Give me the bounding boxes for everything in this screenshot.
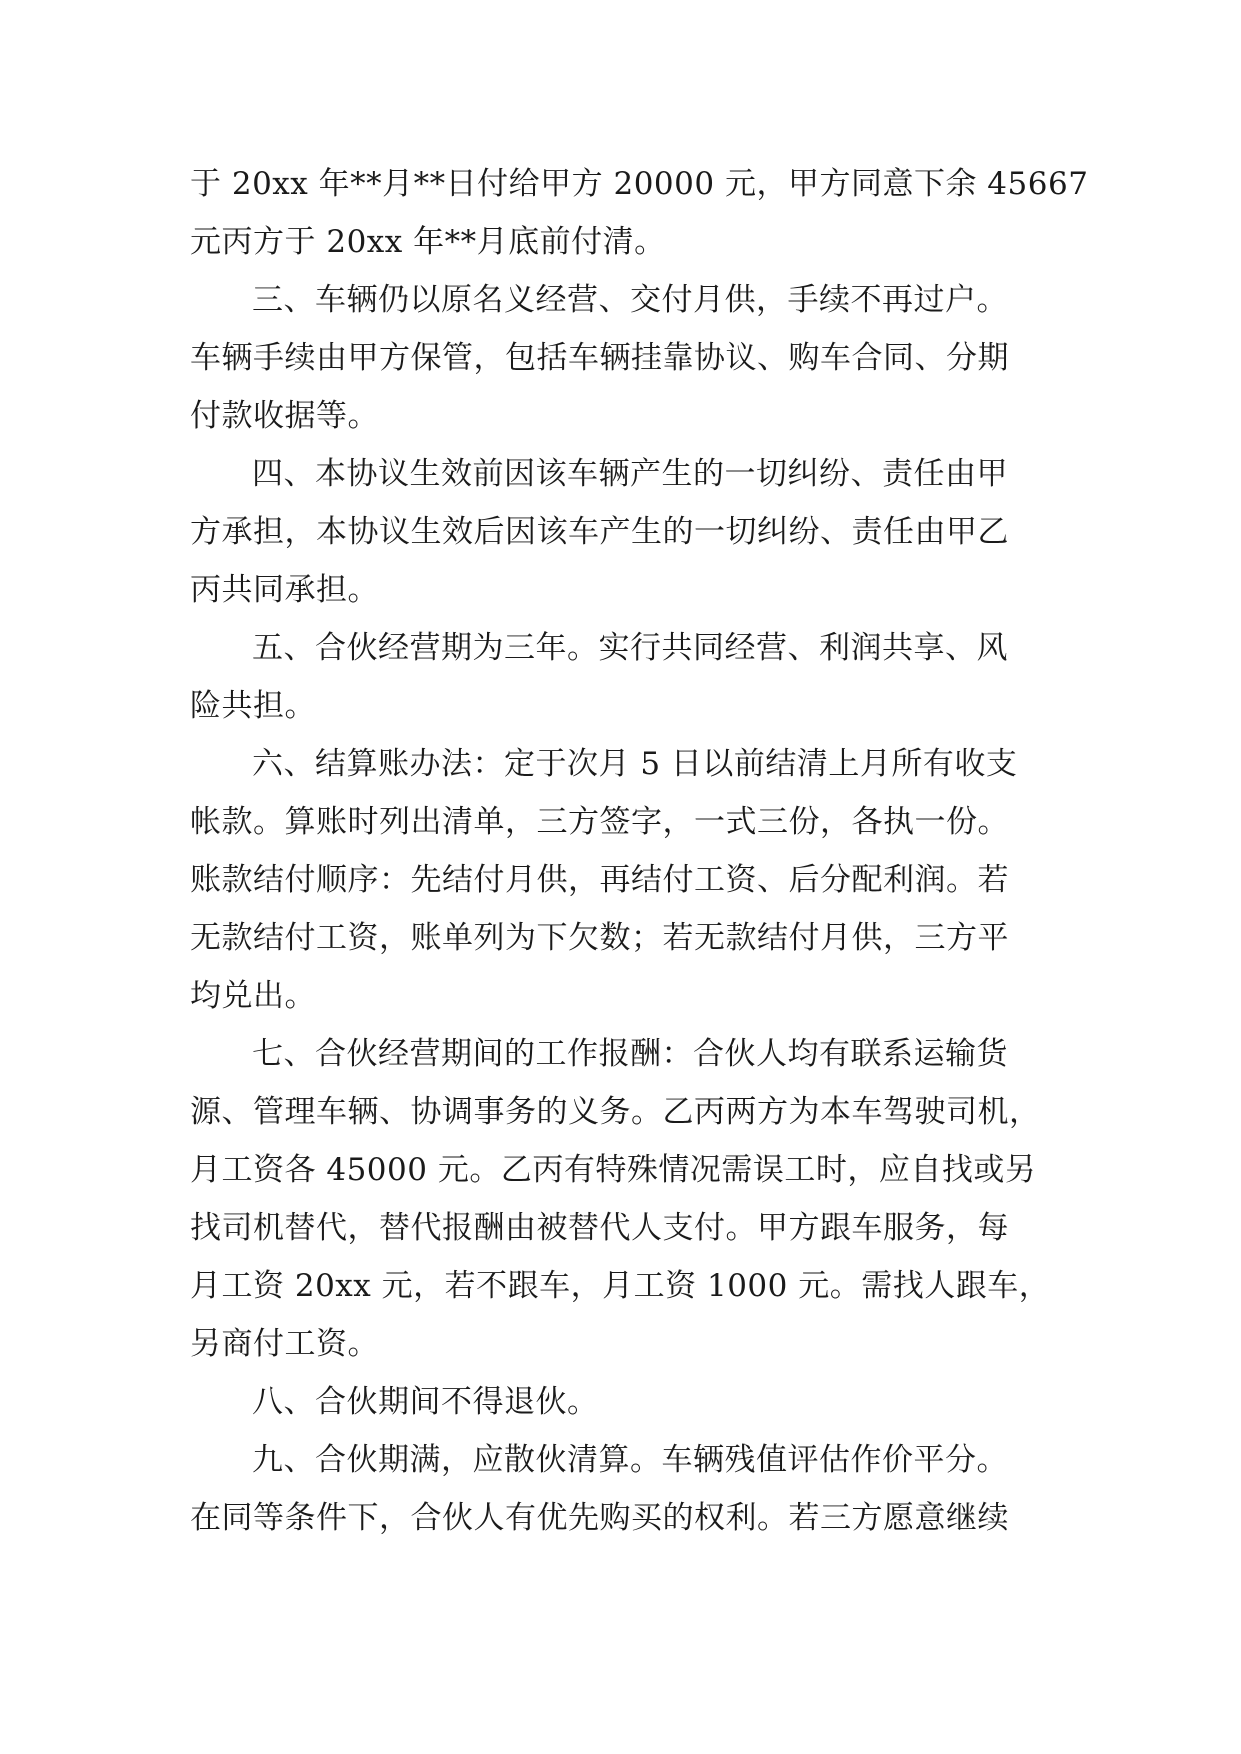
text-line: 付款收据等。 [190,398,379,434]
text-line: 丙共同承担。 [190,572,379,608]
text-line: 于 20xx 年**月**日付给甲方 20000 元，甲方同意下余 45667 [190,166,1089,202]
text-line: 找司机替代，替代报酬由被替代人支付。甲方跟车服务，每 [190,1210,1009,1246]
text-line: 三、车辆仍以原名义经营、交付月供，手续不再过户。 [252,282,1008,318]
text-line: 在同等条件下，合伙人有优先购买的权利。若三方愿意继续 [190,1500,1009,1536]
text-line: 月工资各 45000 元。乙丙有特殊情况需误工时，应自找或另 [190,1152,1037,1188]
text-line: 五、合伙经营期为三年。实行共同经营、利润共享、风 [252,630,1008,666]
text-line: 账款结付顺序：先结付月供，再结付工资、后分配利润。若 [190,862,1009,898]
text-line: 均兑出。 [190,978,316,1014]
text-line: 车辆手续由甲方保管，包括车辆挂靠协议、购车合同、分期 [190,340,1009,376]
text-line: 月工资 20xx 元，若不跟车，月工资 1000 元。需找人跟车， [190,1268,1051,1304]
text-line: 险共担。 [190,688,316,724]
text-line: 无款结付工资，账单列为下欠数；若无款结付月供，三方平 [190,920,1009,956]
text-line: 七、合伙经营期间的工作报酬：合伙人均有联系运输货 [252,1036,1008,1072]
text-line: 源、管理车辆、协调事务的义务。乙丙两方为本车驾驶司机， [190,1094,1041,1130]
text-line: 方承担，本协议生效后因该车产生的一切纠纷、责任由甲乙 [190,514,1009,550]
text-line: 帐款。算账时列出清单，三方签字，一式三份，各执一份。 [190,804,1009,840]
text-line: 九、合伙期满，应散伙清算。车辆残值评估作价平分。 [252,1442,1008,1478]
text-line: 六、结算账办法：定于次月 5 日以前结清上月所有收支 [252,746,1018,782]
text-line: 另商付工资。 [190,1326,379,1362]
text-line: 四、本协议生效前因该车辆产生的一切纠纷、责任由甲 [252,456,1008,492]
text-line: 元丙方于 20xx 年**月底前付清。 [190,224,666,260]
text-line: 八、合伙期间不得退伙。 [252,1384,599,1420]
